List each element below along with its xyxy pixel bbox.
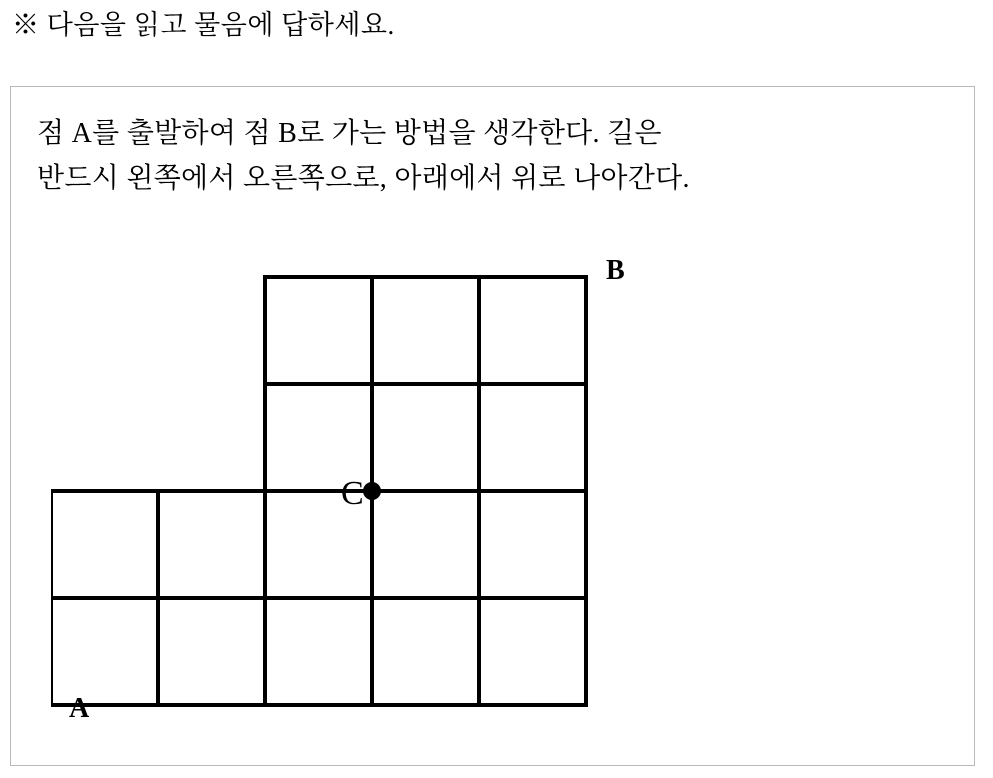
point-c-marker [363,482,381,500]
label-point-b: B [606,255,625,286]
problem-box [10,86,975,766]
problem-statement [37,111,947,201]
grid-figure [51,255,651,737]
label-point-c: C [341,475,364,512]
label-point-a: A [69,693,90,724]
problem-statement-line-1: 점 A를 출발하여 점 B로 가는 방법을 생각한다. 길은 [37,118,662,149]
problem-statement-line-2: 반드시 왼쪽에서 오른쪽으로, 아래에서 위로 나아간다. [37,163,690,194]
instruction-text: ※ 다음을 읽고 물음에 답하세요. [12,10,395,40]
